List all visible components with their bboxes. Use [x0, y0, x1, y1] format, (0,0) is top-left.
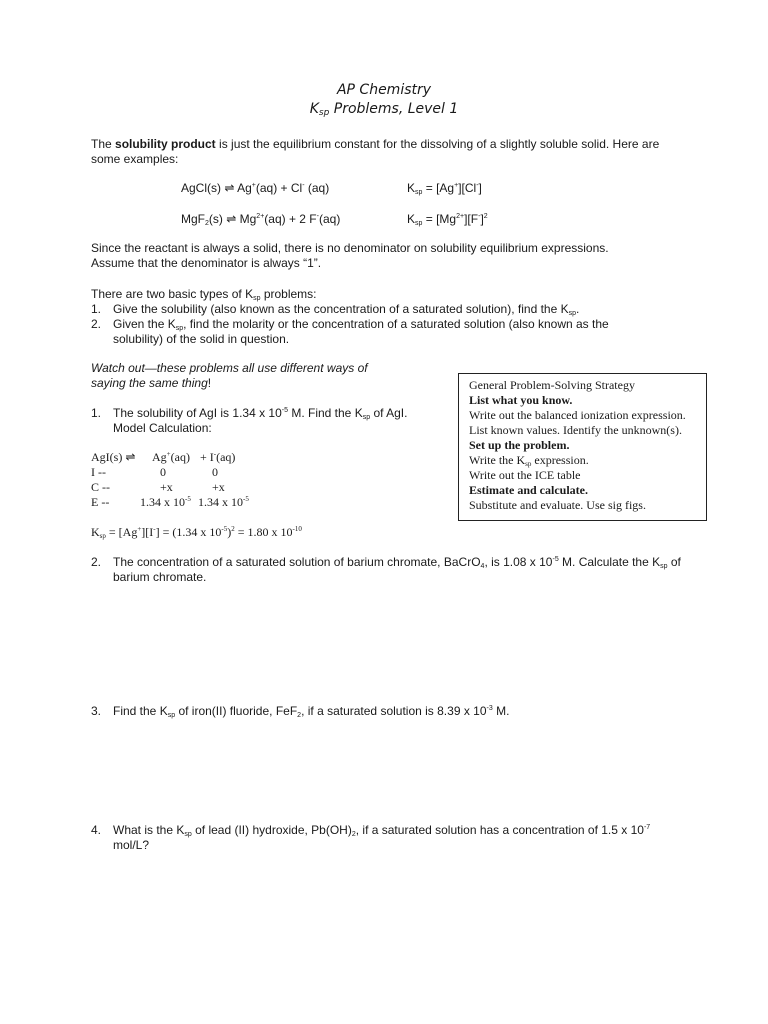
ice-cell: Ag+(aq) — [152, 450, 190, 464]
strategy-line: General Problem-Solving Strategy — [469, 378, 635, 392]
strategy-line: List what you know. — [469, 393, 573, 407]
example-ksp: $K_{sp} = [Ag^+][Cl^-]$ — [407, 181, 482, 196]
ice-cell: I -- — [91, 465, 106, 479]
strategy-box — [458, 373, 707, 521]
doc-title: AP Chemistry — [336, 82, 432, 98]
ice-cell: 0 — [212, 465, 218, 479]
problem-text: What is the $K_{sp}$ of lead (II) hydroxide, $Pb(OH)_2$, if a saturated solution has a concentration of 1.5 x $10^{-7}$ mol/L? — [113, 823, 651, 852]
problem-number: 3. — [91, 704, 102, 718]
doc-subtitle: $K_{sp}$ Problems, Level 1 — [309, 101, 459, 118]
ice-cell: +x — [212, 480, 225, 494]
problem-number: 4. — [91, 823, 102, 837]
strategy-line: Write the $K_{sp}$ expression. — [469, 453, 589, 468]
list-item: Give the solubility (also known as the concentration of a saturated solution), find the $K_{sp}$. — [113, 302, 580, 317]
watch-out-note: Watch out—these problems all use different ways of saying the same thing! — [91, 361, 368, 390]
ice-cell: 1.34 x $10^{-5}$ — [198, 495, 249, 509]
problem-text: The concentration of a saturated solution of barium chromate, BaCrO$_4$, is 1.08 x $10^{-5}$ M. Calculate the $K_{sp}$ of barium chromate. — [113, 555, 681, 584]
strategy-line: List known values. Identify the unknown(s). — [469, 423, 682, 437]
ksp-result: $K_{sp} = [Ag^+][I^-] = (1.34$ x $10^{-5})^2 = 1.80$ x $10^{-10}$ — [91, 525, 302, 540]
example-equation: AgCl(s) ⇌ Ag+(aq) + Cl- (aq) — [181, 181, 330, 195]
ice-cell: + I-(aq) — [200, 450, 236, 464]
problem-number: 1. — [91, 406, 102, 420]
example-equation: MgF$_2$(s) ⇌ $Mg^{2+}(aq) + 2$ F-(aq) — [181, 212, 341, 227]
ice-cell: C -- — [91, 480, 110, 494]
ice-cell: +x — [160, 480, 173, 494]
strategy-line: Set up the problem. — [469, 438, 570, 452]
intro-paragraph: The solubility product is just the equilibrium constant for the dissolving of a slightly soluble solid. Here are some examples: — [91, 137, 660, 166]
list-number: 1. — [91, 302, 102, 316]
reactant-note: Since the reactant is always a solid, there is no denominator on solubility equilibrium expressions. Assume that the denominator is always “1”. — [91, 241, 609, 270]
problem-number: 2. — [91, 555, 102, 569]
strategy-line: Estimate and calculate. — [469, 483, 588, 497]
problem-text: Find the $K_{sp}$ of iron(II) fluoride, FeF$_2$, if a saturated solution is 8.39 x $10^{-3}$ M. — [113, 704, 510, 719]
list-item: Given the $K_{sp}$, find the molarity or the concentration of a saturated solution (also known as the solubility) of the solid in question. — [113, 317, 609, 346]
ice-cell: AgI(s) ⇌ — [91, 450, 136, 464]
ice-cell: 0 — [160, 465, 166, 479]
ice-cell: 1.34 x $10^{-5}$ — [140, 495, 191, 509]
problem-text: The solubility of AgI is 1.34 x $10^{-5}$ M. Find the $K_{sp}$ of AgI. Model Calculation: — [113, 406, 408, 435]
strategy-line: Write out the balanced ionization expression. — [469, 408, 686, 422]
types-intro: There are two basic types of $K_{sp}$ problems: — [91, 287, 317, 302]
example-ksp: $K_{sp} = [Mg^{2+}][F^-]^2$ — [407, 212, 488, 227]
list-number: 2. — [91, 317, 102, 331]
strategy-line: Write out the ICE table — [469, 468, 581, 482]
strategy-line: Substitute and evaluate. Use sig figs. — [469, 498, 646, 512]
ice-cell: E -- — [91, 495, 110, 509]
